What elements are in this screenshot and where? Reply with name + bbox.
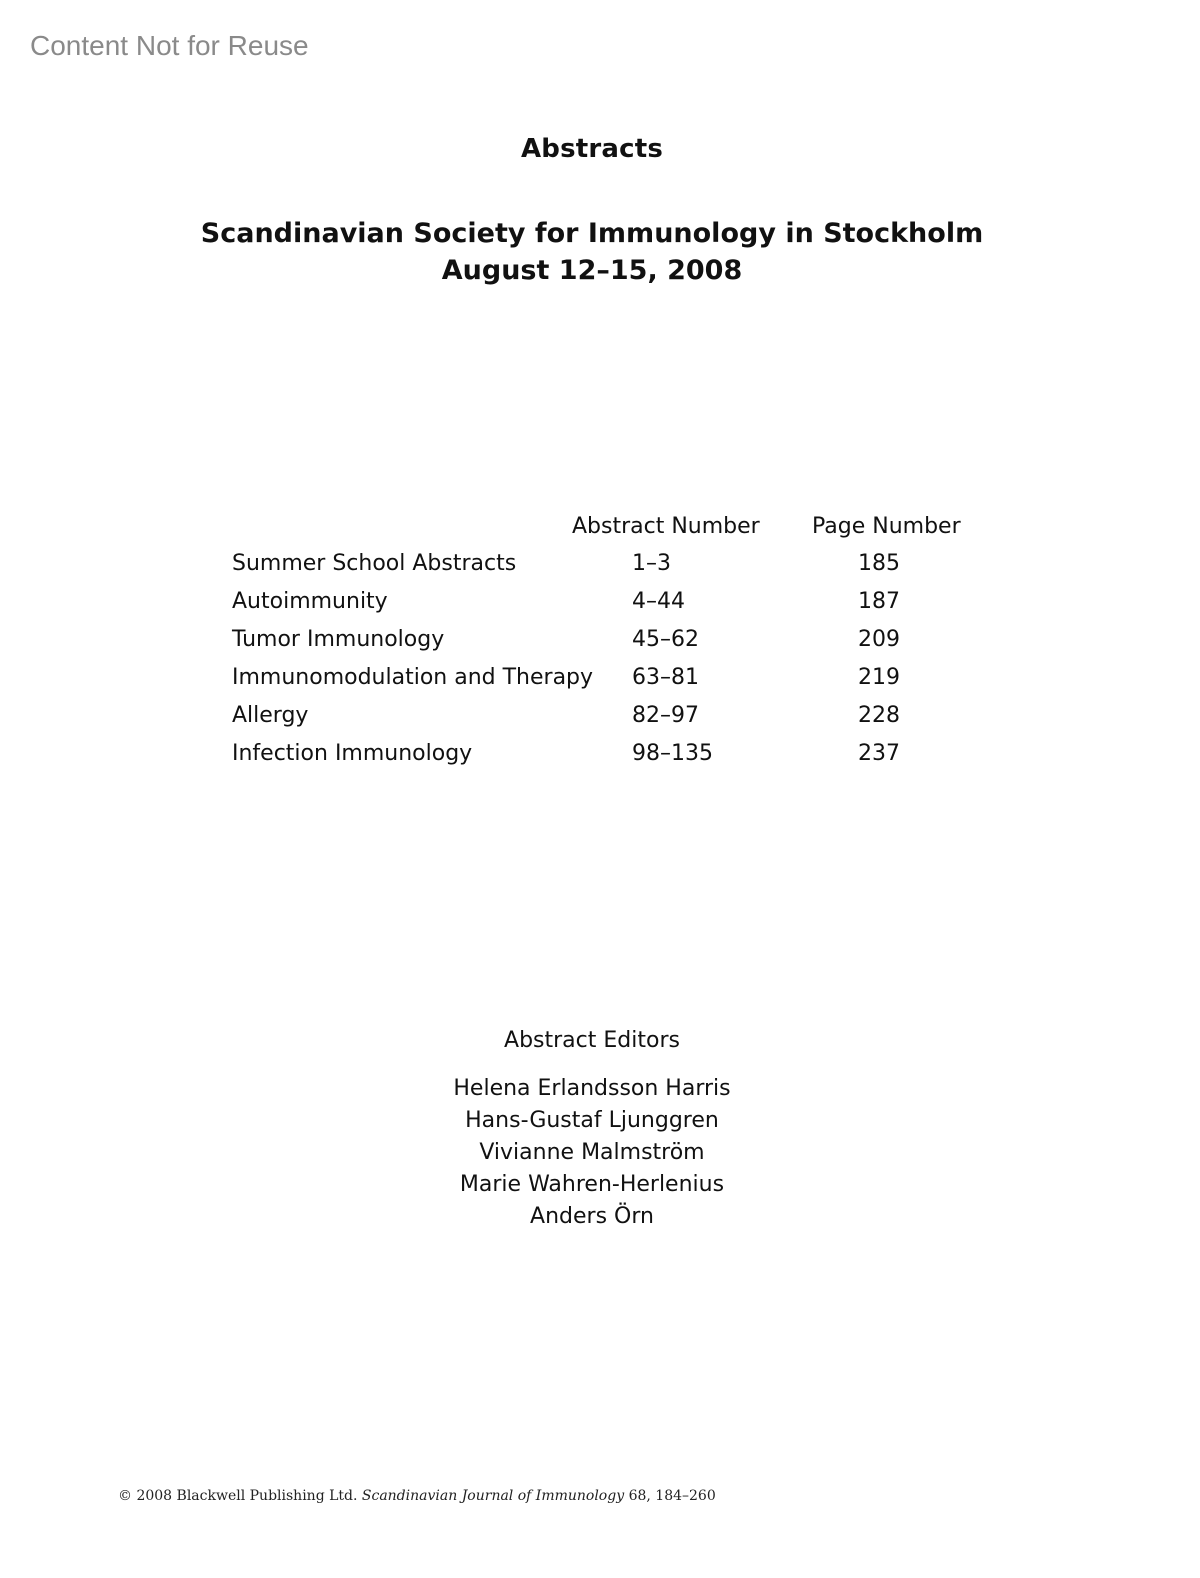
- table-row: [232, 627, 992, 665]
- editor-name: Anders Örn: [530, 1204, 654, 1229]
- table-row: [232, 551, 992, 589]
- page-title: Abstracts: [520, 134, 664, 164]
- contents-table-header: [232, 514, 992, 551]
- section-name: Tumor Immunology: [232, 627, 445, 652]
- contents-table: [232, 514, 992, 779]
- abstract-range: 1–3: [632, 551, 671, 576]
- section-name: Immunomodulation and Therapy: [232, 665, 594, 690]
- page-footer: [118, 1488, 716, 1504]
- page-subtitle: [0, 215, 1184, 289]
- subtitle-society: Scandinavian Society for Immunology in Stockholm: [200, 218, 984, 249]
- abstract-number-header: Abstract Number: [572, 514, 760, 539]
- editors-heading: Abstract Editors: [504, 1028, 680, 1053]
- abstract-range: 98–135: [632, 741, 713, 766]
- editors-list: [0, 1073, 1184, 1233]
- section-name: Summer School Abstracts: [232, 551, 517, 576]
- table-row: [232, 741, 992, 779]
- journal-title: Scandinavian Journal of Immunology: [361, 1488, 625, 1504]
- page-number: 228: [858, 703, 900, 728]
- subtitle-date: August 12–15, 2008: [441, 255, 743, 286]
- abstract-range: 82–97: [632, 703, 699, 728]
- page-number: 209: [858, 627, 900, 652]
- table-row: [232, 703, 992, 741]
- editors-section: [0, 1028, 1184, 1233]
- abstract-range: 4–44: [632, 589, 685, 614]
- editor-name: Helena Erlandsson Harris: [453, 1076, 731, 1101]
- editor-name: Vivianne Malmström: [479, 1140, 705, 1165]
- volume-pages: 68, 184–260: [628, 1488, 716, 1504]
- page-number: 187: [858, 589, 900, 614]
- page-number: 185: [858, 551, 900, 576]
- section-name: Allergy: [232, 703, 309, 728]
- abstract-range: 45–62: [632, 627, 699, 652]
- table-row: [232, 589, 992, 627]
- page-number: 237: [858, 741, 900, 766]
- page-number: 219: [858, 665, 900, 690]
- section-name: Infection Immunology: [232, 741, 473, 766]
- abstract-range: 63–81: [632, 665, 699, 690]
- watermark-text: Content Not for Reuse: [30, 30, 309, 61]
- table-row: [232, 665, 992, 703]
- section-name: Autoimmunity: [232, 589, 388, 614]
- copyright-text: © 2008 Blackwell Publishing Ltd.: [118, 1488, 358, 1504]
- editor-name: Hans-Gustaf Ljunggren: [465, 1108, 719, 1133]
- page-number-header: Page Number: [812, 514, 961, 539]
- editor-name: Marie Wahren-Herlenius: [459, 1172, 725, 1197]
